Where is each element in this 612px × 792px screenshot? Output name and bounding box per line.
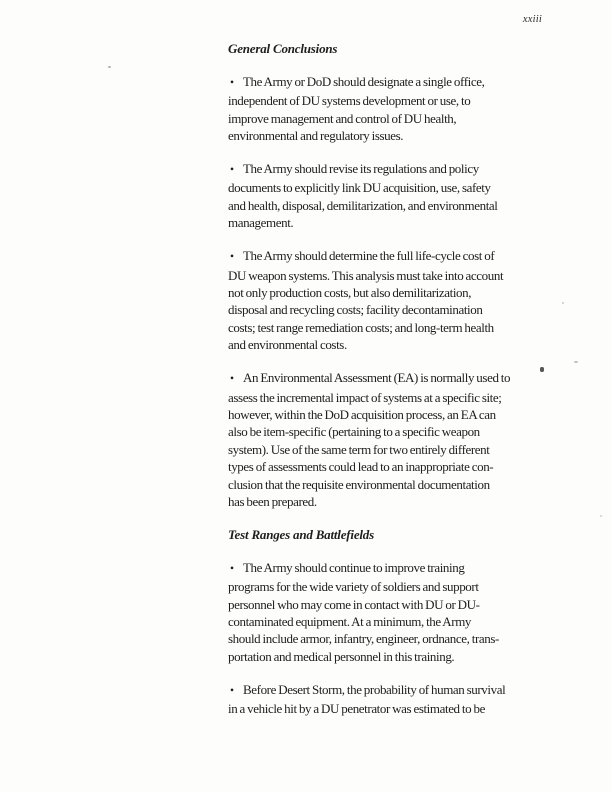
text-line: • Before Desert Storm, the probability of human survival: [228, 681, 544, 700]
bullet-paragraph: [228, 369, 544, 510]
text-line: management.: [228, 215, 294, 231]
text-line: assess the incremental impact of systems at a specific site;: [228, 389, 502, 405]
bullet-icon: •: [230, 562, 235, 575]
scan-speck: [574, 361, 578, 363]
scan-speck: [108, 66, 111, 68]
section-heading: General Conclusions: [228, 41, 338, 56]
bullet-paragraph: [228, 160, 544, 232]
text-line: also be item-specific (pertaining to a specific weapon: [228, 424, 480, 440]
text-line: DU weapon systems. This analysis must take into account: [228, 267, 504, 283]
page-number: xxiii: [522, 14, 542, 25]
bullet-paragraph: [228, 681, 544, 718]
bullet-icon: •: [230, 76, 235, 89]
text-line: documents to explicitly link DU acquisition, use, safety: [228, 180, 491, 196]
section-heading: Test Ranges and Battlefields: [228, 526, 374, 542]
text-line: not only production costs, but also demilitarization,: [228, 284, 472, 300]
scan-speck: [562, 302, 564, 304]
bullet-paragraph: [228, 247, 544, 353]
text-line: programs for the wide variety of soldiers and support: [228, 579, 479, 595]
bullet-icon: •: [230, 684, 235, 697]
text-line: portation and medical personnel in this training.: [228, 648, 455, 664]
text-line: contaminated equipment. At a minimum, the Army: [228, 613, 472, 629]
bullet-icon: •: [230, 373, 235, 386]
bullet-paragraph: [228, 73, 544, 145]
content-column: [228, 40, 544, 733]
text-line: improve management and control of DU health,: [228, 110, 457, 126]
text-line: • The Army should determine the full life-cycle cost of: [228, 247, 544, 266]
text-line: should include armor, infantry, engineer, ordnance, trans-: [228, 631, 499, 647]
text-line: • An Environmental Assessment (EA) is normally used to: [228, 369, 544, 388]
text-line: disposal and recycling costs; facility decontamination: [228, 302, 483, 318]
text-line: clusion that the requisite environmental documentation: [228, 476, 490, 492]
text-line: • The Army should revise its regulations and policy: [228, 160, 544, 179]
scan-speck: [600, 515, 602, 517]
text-line: and environmental costs.: [228, 337, 347, 353]
text-line: personnel who may come in contact with DU or DU-: [228, 596, 480, 612]
scan-speck: [540, 367, 544, 372]
text-line: • The Army should continue to improve training: [228, 559, 544, 578]
text-line: types of assessments could lead to an inappropriate con-: [228, 459, 494, 475]
text-line: has been prepared.: [228, 493, 317, 509]
text-line: environmental and regulatory issues.: [228, 128, 404, 144]
bullet-paragraph: [228, 559, 544, 665]
text-line: independent of DU systems development or use, to: [228, 93, 471, 109]
bullet-icon: •: [230, 251, 235, 264]
text-line: • The Army or DoD should designate a single office,: [228, 73, 544, 92]
text-line: however, within the DoD acquisition process, an EA can: [228, 406, 496, 422]
text-line: in a vehicle hit by a DU penetrator was estimated to be: [228, 701, 485, 717]
text-line: system). Use of the same term for two entirely different: [228, 441, 490, 457]
text-line: costs; test range remediation costs; and long-term health: [228, 319, 494, 335]
bullet-icon: •: [230, 164, 235, 177]
text-line: and health, disposal, demilitarization, and environmental: [228, 197, 498, 213]
